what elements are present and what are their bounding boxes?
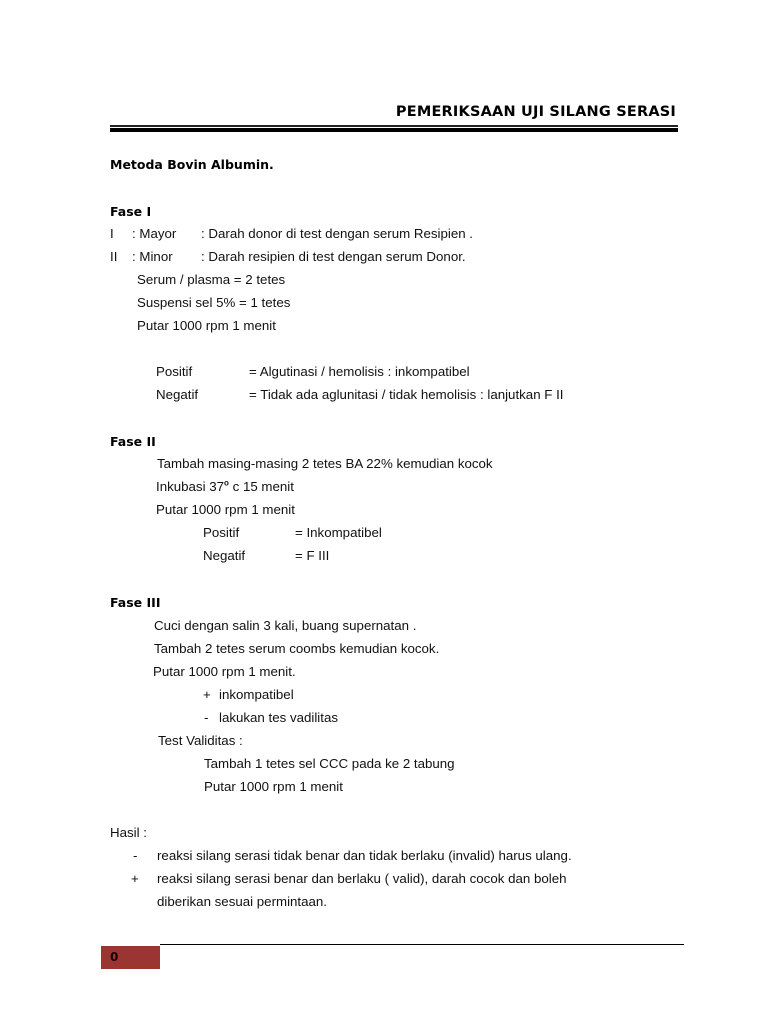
fase1-row-desc: : Darah resipien di test dengan serum Donor. xyxy=(201,249,466,264)
fase1-step: Putar 1000 rpm 1 menit xyxy=(137,318,276,333)
incubation-prefix: Inkubasi 37 xyxy=(156,479,225,494)
fase3-outcome-text: inkompatibel xyxy=(219,687,294,702)
fase2-incubation xyxy=(156,479,294,495)
hasil-title: Hasil : xyxy=(110,825,147,840)
fase1-row-label: : Mayor xyxy=(132,226,177,241)
header-rule-thick xyxy=(110,128,678,132)
fase2-result-value: = F III xyxy=(295,548,330,563)
fase3-outcome-text: lakukan tes vadilitas xyxy=(219,710,338,725)
fase1-title: Fase I xyxy=(110,204,152,219)
hasil-sign: - xyxy=(133,848,138,863)
fase3-step: Tambah 2 tetes serum coombs kemudian kocok. xyxy=(154,641,440,656)
hasil-text: reaksi silang serasi tidak benar dan tidak berlaku (invalid) harus ulang. xyxy=(157,848,572,863)
hasil-text-continuation: diberikan sesuai permintaan. xyxy=(157,894,328,909)
header-rule-thin xyxy=(110,125,678,127)
fase1-result-value: = Tidak ada aglunitasi / tidak hemolisis : lanjutkan F II xyxy=(249,387,564,402)
page-number: 0 xyxy=(110,950,119,964)
page-header-title: PEMERIKSAAN UJI SILANG SERASI xyxy=(395,104,676,120)
fase1-row-label: : Minor xyxy=(132,249,173,264)
fase2-title: Fase II xyxy=(110,434,156,449)
hasil-text: reaksi silang serasi benar dan berlaku ( valid), darah cocok dan boleh xyxy=(157,871,567,886)
fase2-result-value: = Inkompatibel xyxy=(295,525,382,540)
fase2-step: Putar 1000 rpm 1 menit xyxy=(156,502,295,517)
fase1-result-label: Negatif xyxy=(156,387,199,402)
fase1-step: Serum / plasma = 2 tetes xyxy=(137,272,286,287)
fase3-step: Putar 1000 rpm 1 menit. xyxy=(153,664,296,679)
fase2-result-label: Negatif xyxy=(203,548,246,563)
footer-rule xyxy=(160,944,684,945)
validity-step: Tambah 1 tetes sel CCC pada ke 2 tabung xyxy=(204,756,455,771)
fase1-row-num: II xyxy=(110,249,118,264)
fase2-result-label: Positif xyxy=(203,525,240,540)
fase1-result-label: Positif xyxy=(156,364,193,379)
incubation-suffix: c 15 menit xyxy=(228,479,294,494)
hasil-sign: + xyxy=(131,871,139,886)
fase1-result-value: = Algutinasi / hemolisis : inkompatibel xyxy=(249,364,470,379)
fase3-outcome-sign: - xyxy=(204,710,209,725)
fase1-row-num: I xyxy=(110,226,114,241)
validity-step: Putar 1000 rpm 1 menit xyxy=(204,779,343,794)
validity-title: Test Validitas : xyxy=(158,733,243,748)
fase1-row-desc: : Darah donor di test dengan serum Resipien . xyxy=(201,226,474,241)
fase3-step: Cuci dengan salin 3 kali, buang supernatan . xyxy=(154,618,417,633)
page-number-box xyxy=(101,946,160,969)
fase1-step: Suspensi sel 5% = 1 tetes xyxy=(137,295,291,310)
method-title: Metoda Bovin Albumin. xyxy=(110,157,274,172)
fase3-title: Fase III xyxy=(110,595,161,610)
fase3-outcome-sign: + xyxy=(203,687,211,702)
fase2-step: Tambah masing-masing 2 tetes BA 22% kemudian kocok xyxy=(157,456,493,471)
degree-symbol: o xyxy=(224,478,229,488)
